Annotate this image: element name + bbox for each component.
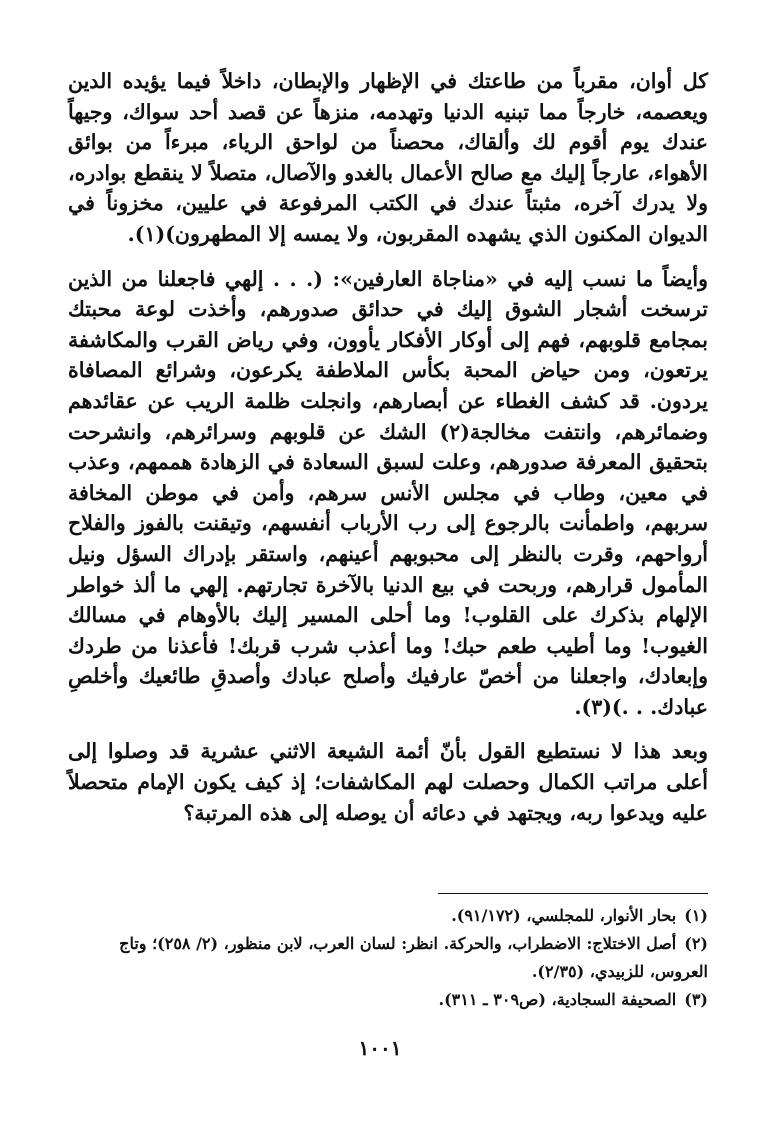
main-text (68, 66, 708, 842)
footnote-number: (١) (684, 906, 708, 925)
paragraph-3: وبعد هذا لا نستطيع القول بأنّ أئمة الشيعة الاثني عشرية قد وصلوا إلى أعلى مراتب الكمال وحصلت لهم المكاشفات؛ إذ كيف يكون الإمام متحصلاً عليه ويدعوا ربه، ويجتهد في دعائه أن يوصله إلى هذه المرتبة؟ (68, 739, 708, 825)
footnote-number: (٢) (684, 934, 708, 953)
footnotes (68, 902, 708, 1014)
footnote-text: بحار الأنوار، للمجلسي، (٩١/١٧٢). (451, 906, 677, 925)
footnote-text: الصحيفة السجادية، (ص٣٠٩ ـ ٣١١). (438, 990, 677, 1009)
footnote-text: أصل الاختلاج: الاضطراب، والحركة. انظر: لسان العرب، لابن منظور، (٢/ ٢٥٨)؛ وتاج العروس، للزبيدي، (٢/٣٥). (119, 934, 708, 981)
footnote-number: (٣) (684, 990, 708, 1009)
footnote-3 (68, 986, 708, 1014)
footnote-2 (68, 930, 708, 986)
footnote-separator (438, 893, 708, 894)
paragraph-2: وأيضاً ما نسب إليه في «مناجاة العارفين»: (. . . إلهي فاجعلنا من الذين ترسخت أشجار الشوق إليك في حدائق صدورهم، وأخذت لوعة محبتك بمجامع قلوبهم، فهم إلى أوكار الأفكار يأوون، وفي رياض القرب والمكاشفة يرتعون، ومن حياض المحبة بكأس الملاطفة يكرعون، وشرائع المصافاة يردون. قد كشف الغطاء عن أبصارهم، وانجلت ظلمة الريب عن عقائدهم وضمائرهم، وانتفت مخالجة(٢) الشك عن قلوبهم وسرائرهم، وانشرحت بتحقيق المعرفة صدورهم، وعلت لسبق السعادة في الزهادة هممهم، وعذب في معين، وطاب في مجلس الأنس سرهم، وأمن في موطن المخافة سربهم، واطمأنت بالرجوع إلى رب الأرباب أنفسهم، وتيقنت بالفوز والفلاح أرواحهم، وقرت بالنظر إلى محبوبهم أعينهم، واستقر بإدراك السؤل ونيل المأمول قرارهم، وربحت في بيع الدنيا بالآخرة تجارتهم. إلهي ما ألذ خواطر الإلهام بذكرك على القلوب! وما أحلى المسير إليك بالأوهام في مسالك الغيوب! وما أطيب طعم حبك! وما أعذب شرب قربك! فأعذنا من طردك وإبعادك، واجعلنا من أخصّ عارفيك وأصلح عبادك وأصدقِ طائعيك وأخلصِ عبادك. . .)(٣). (68, 266, 709, 719)
footnote-1 (68, 902, 708, 930)
paragraph-1: كل أوان، مقرباً من طاعتك في الإظهار والإبطان، داخلاً فيما يؤيده الدين ويعصمه، خارجاً مما تبنيه الدنيا وتهدمه، منزهاً عن قصد أحد سواك، وجيهاً عندك يوم أقوم لك وألقاك، محصناً من لواحق الرياء، مبرءاً من بوائق الأهواء، عارجاً إليك مع صالح الأعمال بالغدو والآصال، متصلاً لا ينقطع بوادره، ولا يدرك آخره، مثبتاً عندك في الكتب المرفوعة في عليين، مخزوناً في الديوان المكنون الذي يشهده المقربون، ولا يمسه إلا المطهرون)(١). (68, 69, 708, 246)
page-number: ١٠٠١ (358, 1036, 402, 1060)
